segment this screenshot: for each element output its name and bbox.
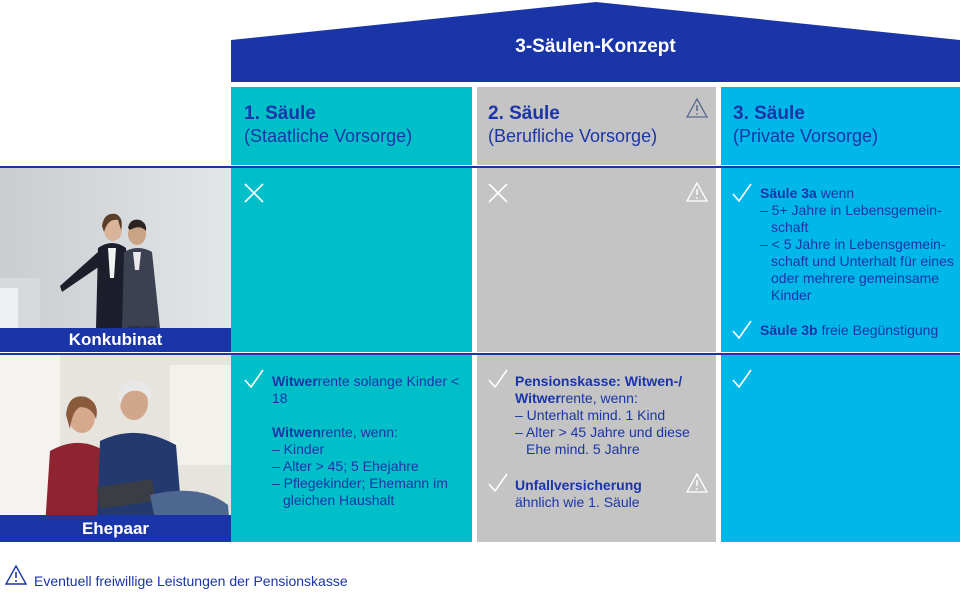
bullet: – 5+ Jahre in Lebensgemein-schaft (760, 202, 942, 235)
diagram-title: 3-Säulen-Konzept (515, 36, 676, 57)
check-icon (731, 319, 753, 341)
pillar-3-title: 3. Säule (733, 103, 805, 124)
pillar-2-subtitle: (Berufliche Vorsorge) (488, 126, 658, 146)
check-icon (731, 368, 753, 390)
konkubinat-pillar-2-cell (477, 168, 716, 352)
unfallversicherung-text: Unfallversicherung ähnlich wie 1. Säule (515, 477, 642, 510)
bullet: – < 5 Jahre in Lebensgemein-schaft und Unterhalt für eines oder mehrere gemeinsame Kinder (760, 236, 954, 303)
bullet: – Alter > 45; 5 Ehejahre (272, 458, 419, 474)
pillar-1-subtitle: (Staatliche Vorsorge) (244, 126, 413, 146)
saeule-3a-label: Säule 3a (760, 185, 817, 201)
check-icon (487, 472, 509, 494)
pillar-1-header (231, 87, 472, 165)
pillar-3-header (721, 87, 960, 165)
cross-icon (243, 182, 265, 204)
check-icon (487, 368, 509, 390)
bullet: – Unterhalt mind. 1 Kind (515, 407, 666, 423)
ehepaar-pillar-1-text: Witwerrente solange Kinder < 18 Witwenrente, wenn: – Kinder – Alter > 45; 5 Ehejahre – Pflegekinder; Ehemann im gleichen Haushalt (272, 373, 464, 509)
konkubinat-pillar-1-cell (231, 168, 472, 352)
pillar-1-title: 1. Säule (244, 103, 316, 124)
bullet: – Kinder (272, 441, 325, 457)
check-icon (731, 182, 753, 204)
warning-icon (686, 182, 708, 202)
saeule-3b-text: Säule 3b freie Begünstigung (760, 322, 939, 338)
pillar-2-header (477, 87, 716, 165)
bullet: – Alter > 45 Jahre und diese Ehe mind. 5 Jahre (515, 424, 690, 457)
ehepaar-pillar-3-cell (721, 355, 960, 542)
warning-icon (5, 565, 27, 585)
konkubinat-photo (0, 168, 231, 352)
ehepaar-pillar-2-cell (477, 355, 716, 542)
konkubinat-label: Konkubinat (0, 328, 231, 352)
footer-note-text: Eventuell freiwillige Leistungen der Pensionskasse (34, 573, 348, 589)
cross-icon (487, 182, 509, 204)
konkubinat-pillar-3-text: Säule 3a wenn – 5+ Jahre in Lebensgemein-schaft – < 5 Jahre in Lebensgemein-schaft und Unterhalt für eines oder mehrere gemeinsame Kinder (760, 185, 956, 304)
ehepaar-pillar-2-text: Pensionskasse: Witwen-/ Witwerrente, wenn: – Unterhalt mind. 1 Kind – Alter > 45 Jahre und diese Ehe mind. 5 Jahre (515, 373, 711, 458)
ehepaar-pillar-1-cell (231, 355, 472, 542)
warning-icon (686, 98, 708, 118)
ehepaar-photo (0, 355, 231, 542)
pillar-2-title: 2. Säule (488, 103, 560, 124)
ehepaar-label: Ehepaar (0, 515, 231, 542)
check-icon (243, 368, 265, 390)
bullet: – Pflegekinder; Ehemann im gleichen Haushalt (272, 475, 448, 508)
konkubinat-pillar-3-cell (721, 168, 960, 352)
warning-icon (686, 473, 708, 493)
pillar-3-subtitle: (Private Vorsorge) (733, 126, 879, 146)
